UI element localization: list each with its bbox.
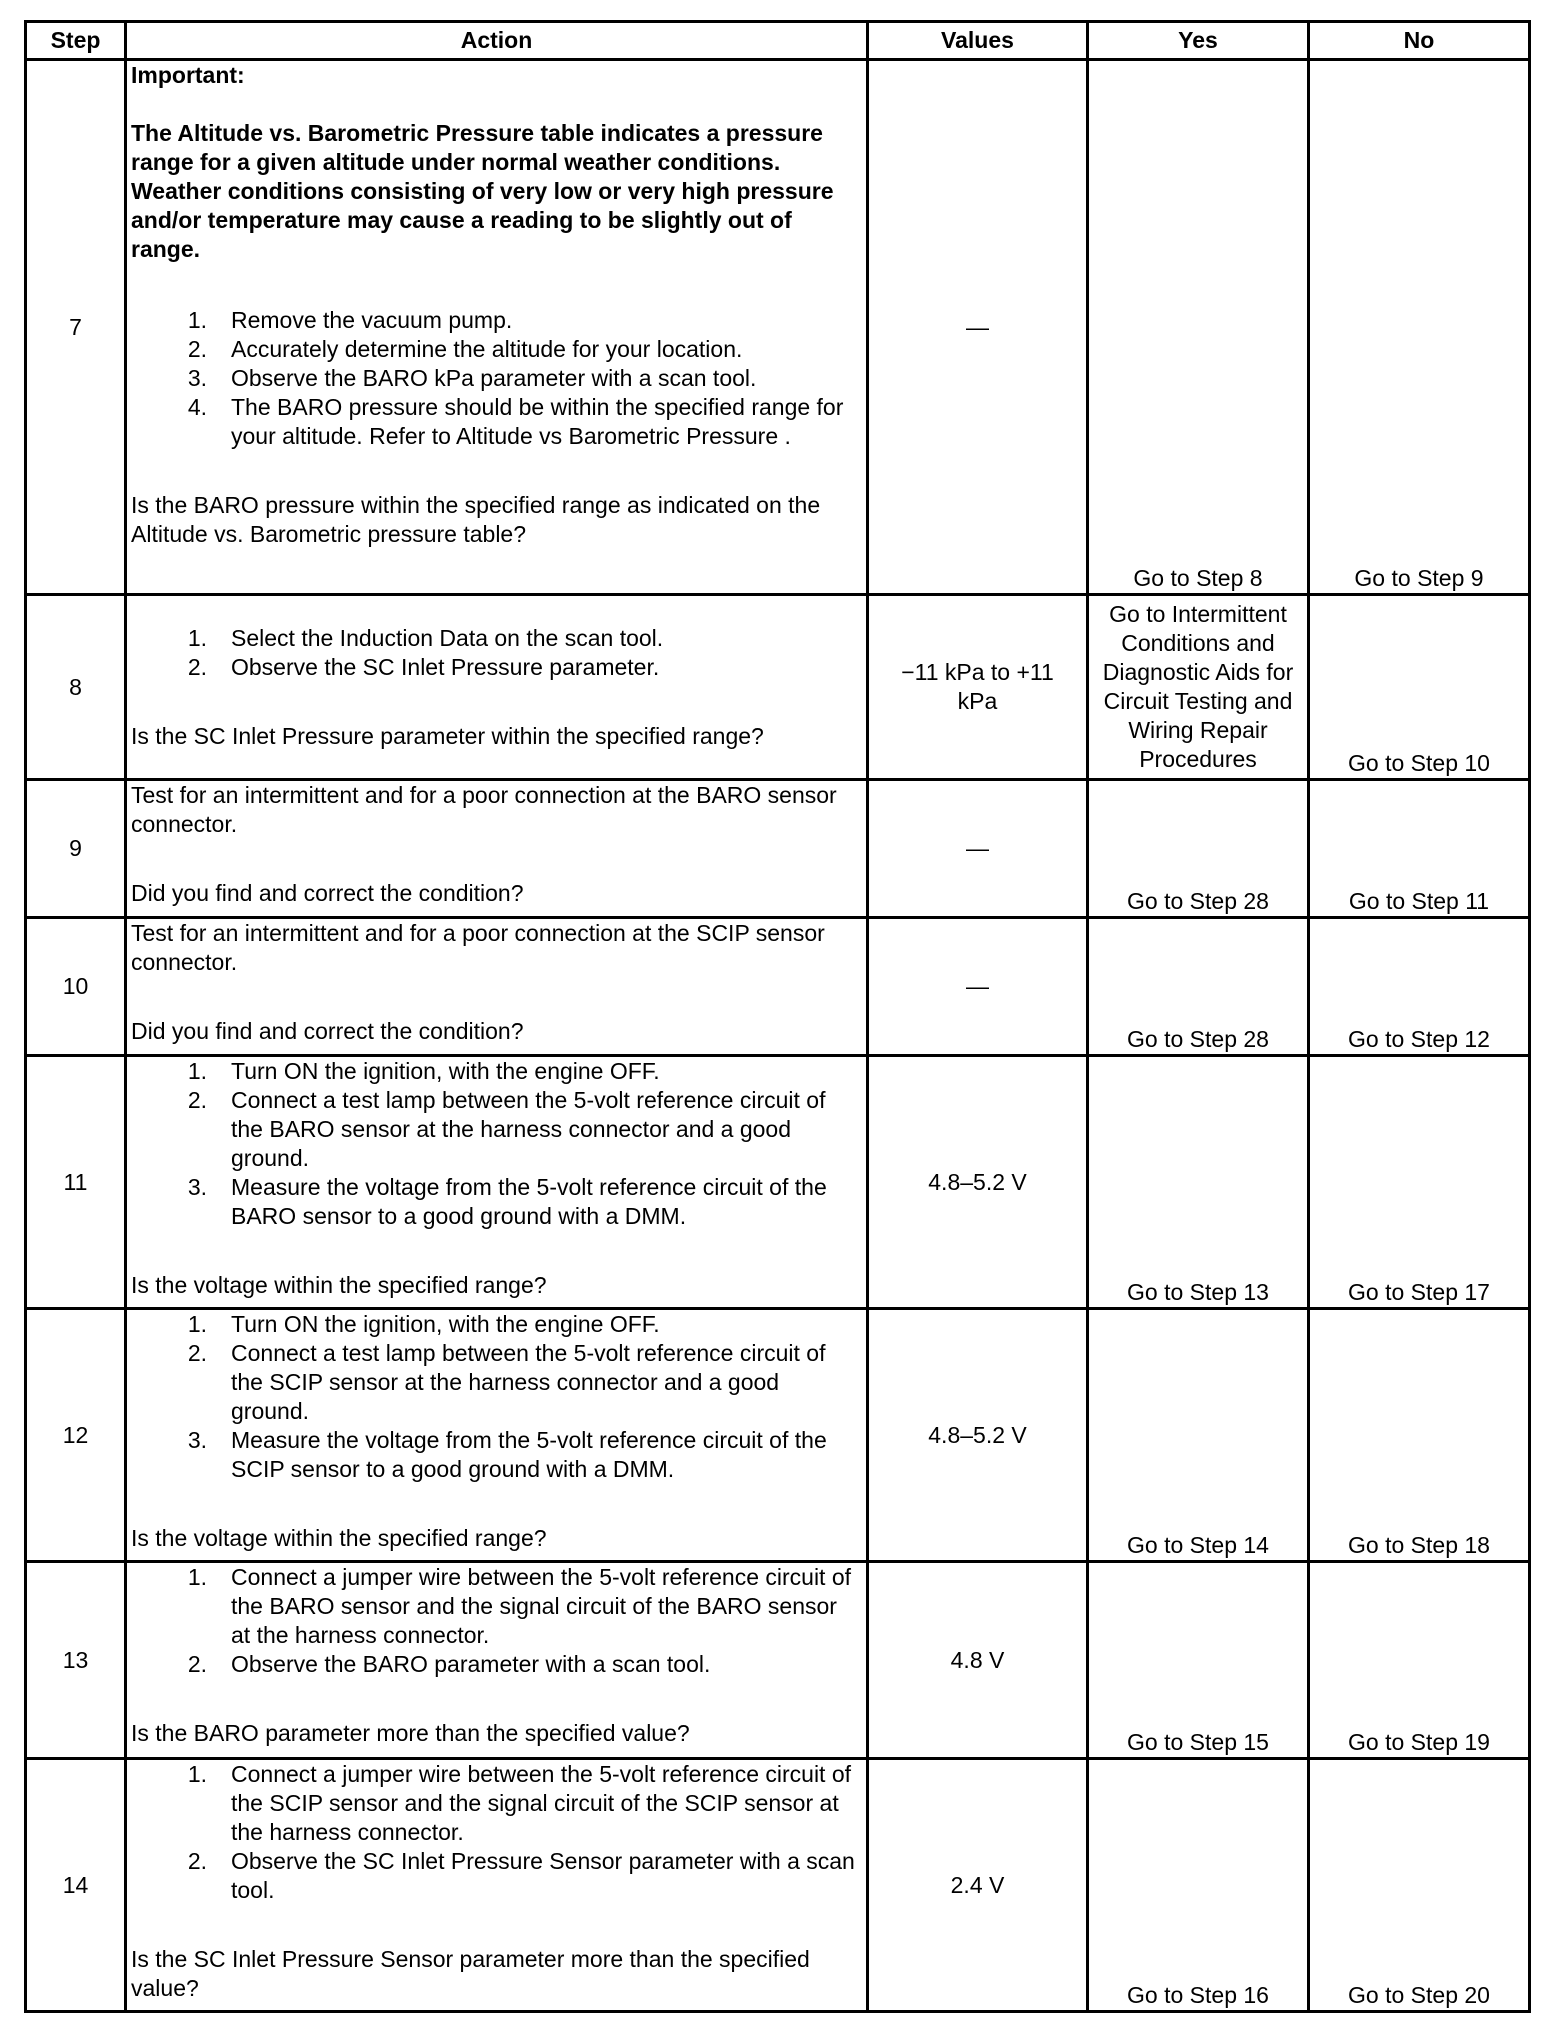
list-item: 2. Observe the BARO parameter with a scan tool. [187, 1651, 711, 1677]
no-cell: Go to Step 18 [1309, 1309, 1530, 1562]
value-cell: 2.4 V [868, 1759, 1088, 2012]
header-yes: Yes [1088, 22, 1309, 60]
action-question: Is the SC Inlet Pressure Sensor parameter more than the specified value? [131, 1946, 810, 2001]
action-cell [126, 918, 868, 1056]
no-cell: Go to Step 9 [1309, 60, 1530, 595]
action-question: Is the BARO pressure within the specified range as indicated on the Altitude vs. Barometric pressure table? [131, 492, 821, 547]
step-number: 9 [26, 780, 126, 918]
action-steps-list [131, 1310, 862, 1484]
table-row-step-8 [26, 595, 1530, 780]
action-cell [126, 1759, 868, 2012]
value-cell: −11 kPa to +11 kPa [868, 595, 1088, 780]
yes-cell: Go to Step 15 [1088, 1562, 1309, 1759]
yes-cell: Go to Step 28 [1088, 780, 1309, 918]
action-question: Did you find and correct the condition? [131, 880, 524, 906]
table-row-step-10 [26, 918, 1530, 1056]
list-item: 2. Accurately determine the altitude for your location. [187, 336, 743, 362]
header-action: Action [126, 22, 868, 60]
yes-cell: Go to Intermittent Conditions and Diagnostic Aids for Circuit Testing and Wiring Repair Procedures [1088, 595, 1309, 780]
no-cell: Go to Step 17 [1309, 1056, 1530, 1309]
action-cell [126, 780, 868, 918]
list-item: 2. Connect a test lamp between the 5-volt reference circuit of the SCIP sensor at the harness connector and a good ground. [187, 1340, 826, 1424]
no-cell: Go to Step 12 [1309, 918, 1530, 1056]
action-steps-list [131, 1563, 862, 1679]
diagnostic-table [24, 20, 1531, 2013]
important-label: Important: [131, 62, 245, 88]
action-cell [126, 1562, 868, 1759]
list-item: 1. Turn ON the ignition, with the engine OFF. [187, 1058, 660, 1084]
action-question: Is the voltage within the specified range? [131, 1272, 547, 1298]
action-cell [126, 595, 868, 780]
list-item: 1. Connect a jumper wire between the 5-volt reference circuit of the BARO sensor and the signal circuit of the BARO sensor at the harness connector. [187, 1564, 852, 1648]
list-item: 1. Turn ON the ignition, with the engine OFF. [187, 1311, 660, 1337]
list-item: 1. Select the Induction Data on the scan tool. [187, 625, 664, 651]
yes-cell: Go to Step 16 [1088, 1759, 1309, 2012]
action-question: Is the SC Inlet Pressure parameter within the specified range? [131, 723, 764, 749]
list-item: 3. Measure the voltage from the 5-volt reference circuit of the SCIP sensor to a good ground with a DMM. [187, 1427, 827, 1482]
action-question: Did you find and correct the condition? [131, 1018, 524, 1044]
header-no: No [1309, 22, 1530, 60]
header-row [26, 22, 1530, 60]
list-item: 2. Observe the SC Inlet Pressure Sensor parameter with a scan tool. [187, 1848, 855, 1903]
action-steps-list [131, 1760, 862, 1905]
no-cell: Go to Step 20 [1309, 1759, 1530, 2012]
yes-cell: Go to Step 28 [1088, 918, 1309, 1056]
value-cell: 4.8–5.2 V [868, 1309, 1088, 1562]
no-cell: Go to Step 11 [1309, 780, 1530, 918]
no-cell: Go to Step 10 [1309, 595, 1530, 780]
value-cell: 4.8–5.2 V [868, 1056, 1088, 1309]
value-cell: 4.8 V [868, 1562, 1088, 1759]
header-values: Values [868, 22, 1088, 60]
list-item: 3. Observe the BARO kPa parameter with a scan tool. [187, 365, 757, 391]
value-cell: — [868, 918, 1088, 1056]
table-row-step-12 [26, 1309, 1530, 1562]
step-number: 13 [26, 1562, 126, 1759]
step-number: 8 [26, 595, 126, 780]
diagnostic-page [24, 20, 1531, 2013]
step-number: 7 [26, 60, 126, 595]
list-item: 4. The BARO pressure should be within the specified range for your altitude. Refer to Altitude vs Barometric Pressure . [187, 394, 844, 449]
table-row-step-14 [26, 1759, 1530, 2012]
table-row-step-13 [26, 1562, 1530, 1759]
list-item: 1. Connect a jumper wire between the 5-volt reference circuit of the SCIP sensor and the signal circuit of the SCIP sensor at the harness connector. [187, 1761, 852, 1845]
yes-cell: Go to Step 13 [1088, 1056, 1309, 1309]
action-cell [126, 1309, 868, 1562]
action-text: Test for an intermittent and for a poor connection at the BARO sensor connector. [131, 782, 837, 837]
table-row-step-11 [26, 1056, 1530, 1309]
action-cell [126, 1056, 868, 1309]
action-steps-list [131, 306, 862, 451]
yes-cell: Go to Step 8 [1088, 60, 1309, 595]
action-question: Is the voltage within the specified range? [131, 1525, 547, 1551]
action-cell [126, 60, 868, 595]
list-item: 3. Measure the voltage from the 5-volt reference circuit of the BARO sensor to a good ground with a DMM. [187, 1174, 827, 1229]
action-question: Is the BARO parameter more than the specified value? [131, 1720, 690, 1746]
list-item: 1. Remove the vacuum pump. [187, 307, 513, 333]
yes-cell: Go to Step 14 [1088, 1309, 1309, 1562]
no-cell: Go to Step 19 [1309, 1562, 1530, 1759]
value-cell: — [868, 60, 1088, 595]
action-text: Test for an intermittent and for a poor connection at the SCIP sensor connector. [131, 920, 825, 975]
step-number: 12 [26, 1309, 126, 1562]
step-number: 14 [26, 1759, 126, 2012]
table-row-step-9 [26, 780, 1530, 918]
list-item: 2. Connect a test lamp between the 5-volt reference circuit of the BARO sensor at the harness connector and a good ground. [187, 1087, 826, 1171]
step-number: 11 [26, 1056, 126, 1309]
list-item: 2. Observe the SC Inlet Pressure parameter. [187, 654, 660, 680]
header-step: Step [26, 22, 126, 60]
action-steps-list [131, 624, 862, 682]
action-steps-list [131, 1057, 862, 1231]
table-row-step-7 [26, 60, 1530, 595]
important-note: The Altitude vs. Barometric Pressure table indicates a pressure range for a given altitude under normal weather conditions. Weather conditions consisting of very low or very high pressure and/or temperature may cause a reading to be slightly out of range. [131, 120, 834, 262]
step-number: 10 [26, 918, 126, 1056]
value-cell: — [868, 780, 1088, 918]
